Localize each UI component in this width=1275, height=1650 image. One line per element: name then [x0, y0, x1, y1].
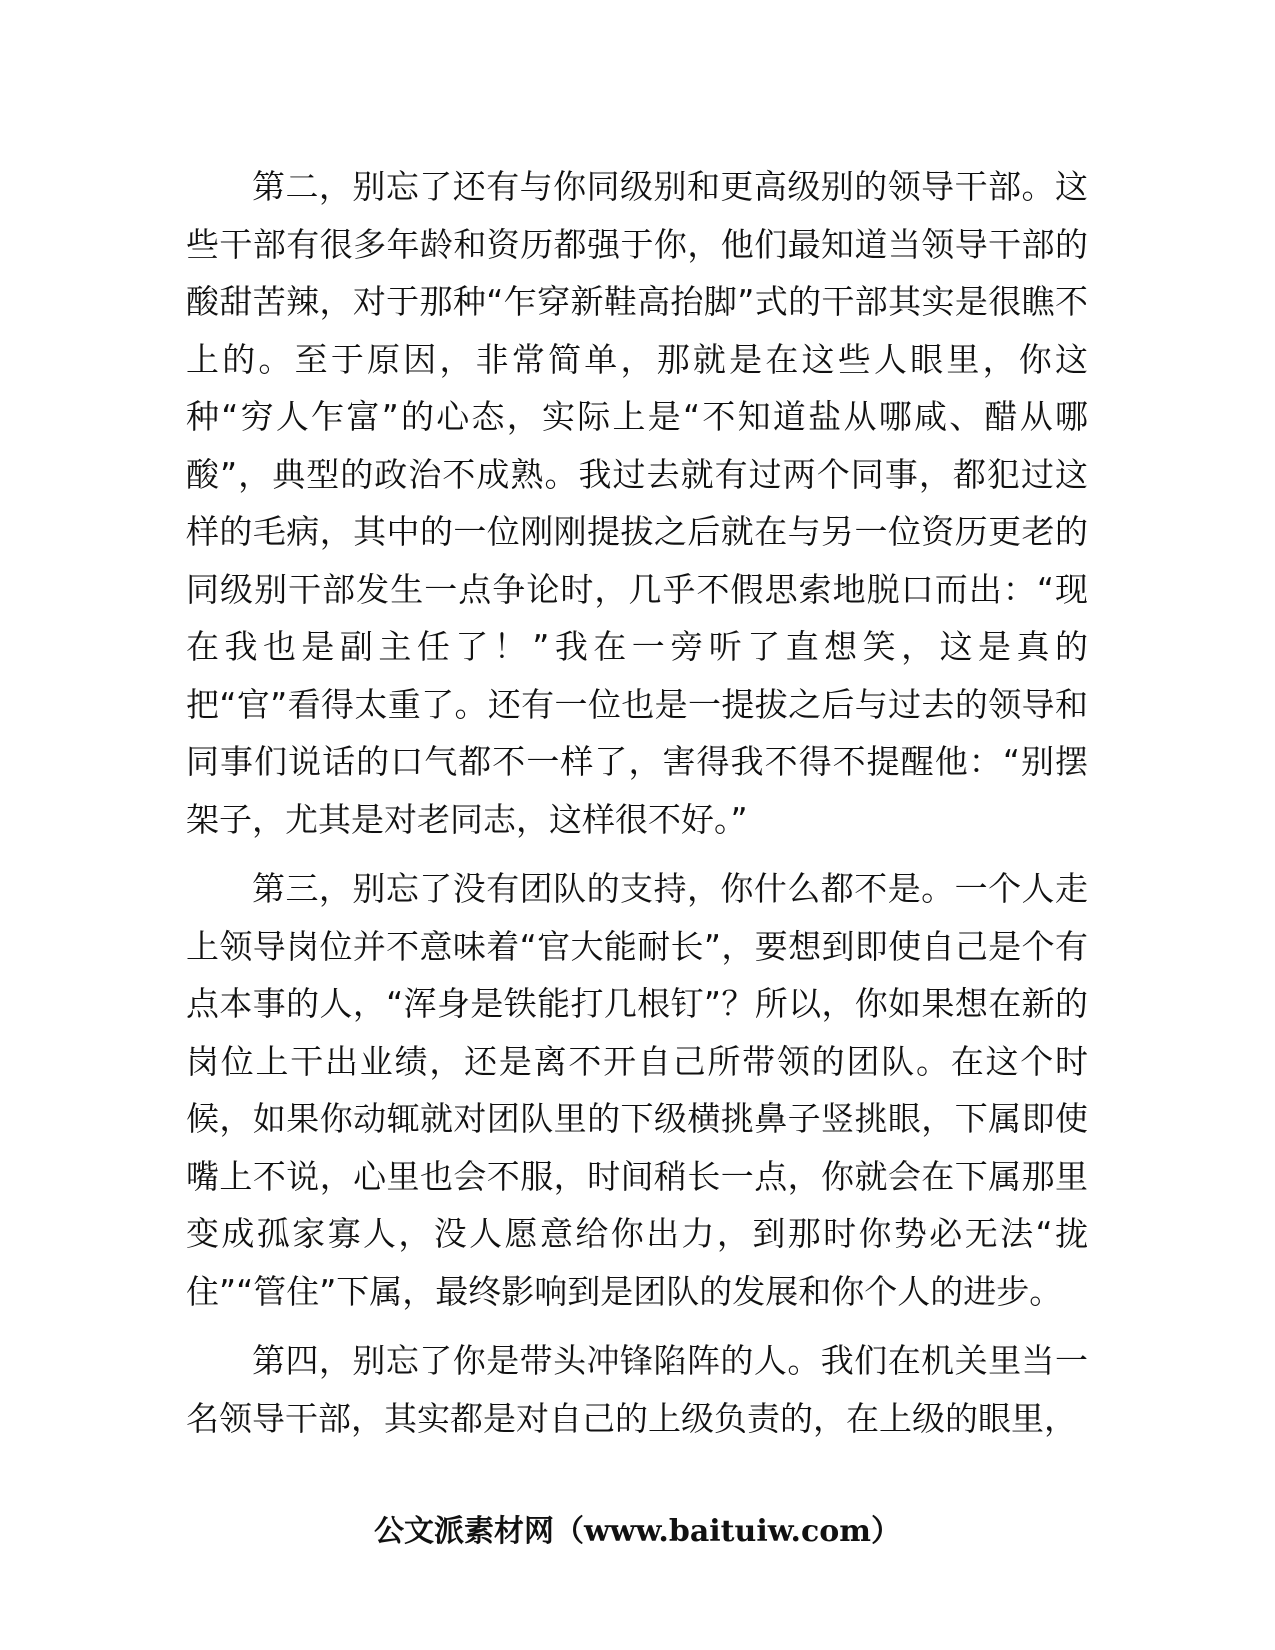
paragraph-second: 第二，别忘了还有与你同级别和更高级别的领导干部。这些干部有很多年龄和资历都强于你，他们最知道当领导干部的酸甜苦辣，对于那种“乍穿新鞋高抬脚”式的干部其实是很瞧不上的。至于原因，非常简单，那就是在这些人眼里，你这种“穷人乍富”的心态，实际上是“不知道盐从哪咸、醋从哪酸”，典型的政治不成熟。我过去就有过两个同事，都犯过这样的毛病，其中的一位刚刚提拔之后就在与另一位资历更老的同级别干部发生一点争论时，几乎不假思索地脱口而出：“现在我也是副主任了！”我在一旁听了直想笑，这是真的把“官”看得太重了。还有一位也是一提拔之后与过去的领导和同事们说话的口气都不一样了，害得我不得不提醒他：“别摆架子，尤其是对老同志，这样很不好。”	[186, 167, 1088, 839]
paragraph-third: 第三，别忘了没有团队的支持，你什么都不是。一个人走上领导岗位并不意味着“官大能耐长”，要想到即使自己是个有点本事的人，“浑身是铁能打几根钉”？所以，你如果想在新的岗位上干出业绩，还是离不开自己所带领的团队。在这个时候，如果你动辄就对团队里的下级横挑鼻子竖挑眼，下属即使嘴上不说，心里也会不服，时间稍长一点，你就会在下属那里变成孤家寡人，没人愿意给你出力，到那时你势必无法“拢住”“管住”下属，最终影响到是团队的发展和你个人的进步。	[186, 869, 1088, 1311]
paragraph-fourth: 第四，别忘了你是带头冲锋陷阵的人。我们在机关里当一名领导干部，其实都是对自己的上级负责的，在上级的眼里，	[186, 1341, 1088, 1438]
page-footer: 公文派素材网（www.baituiw.com）	[373, 1514, 902, 1549]
document-body	[186, 158, 1088, 1459]
